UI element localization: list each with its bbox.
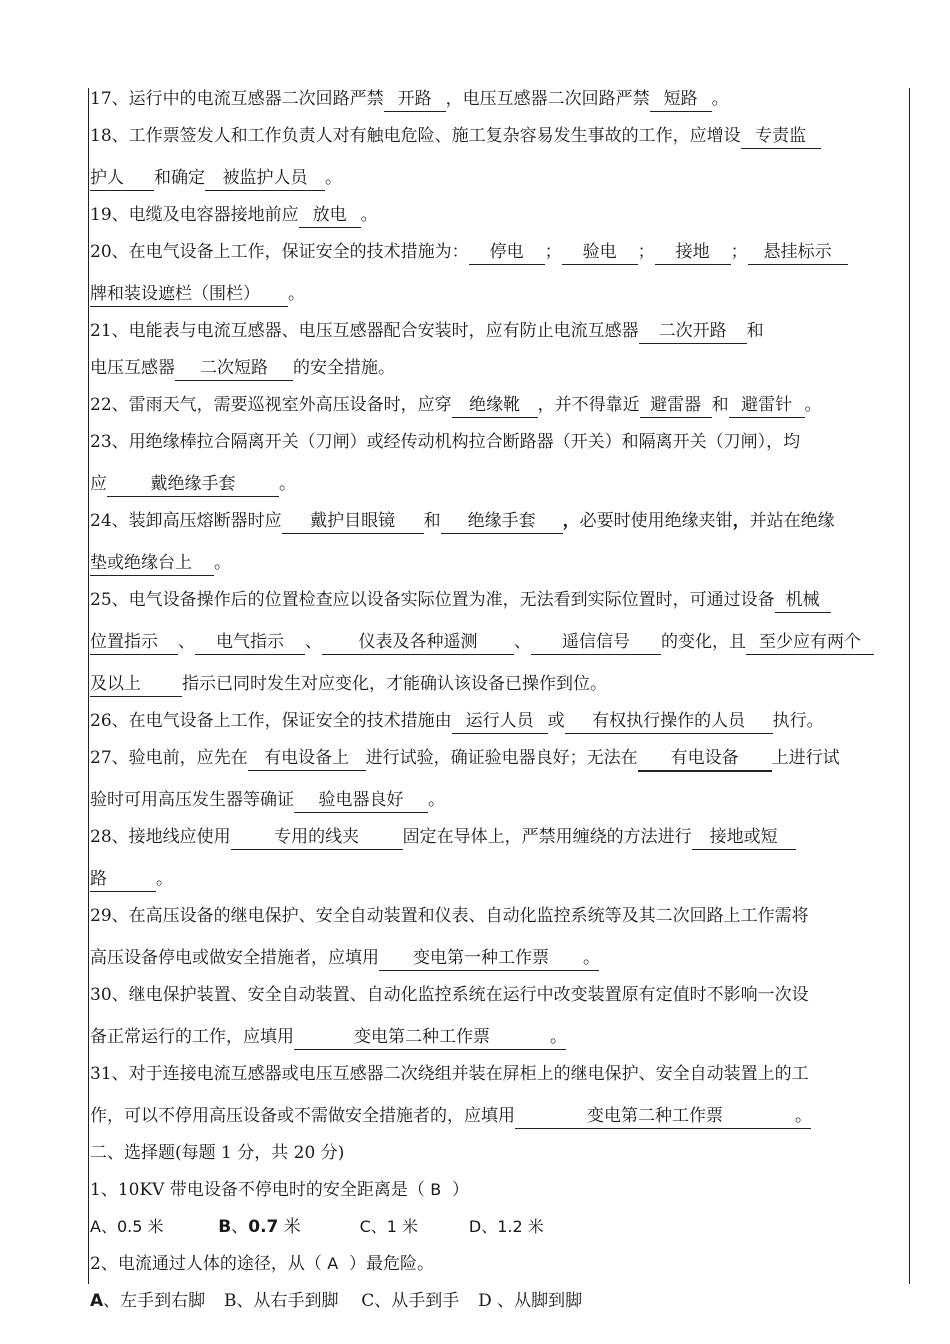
q21-answer1: 二次开路 [639, 319, 747, 344]
q27-answer3: 验电器良好 [294, 788, 428, 813]
choice2-answer: A [327, 1254, 339, 1273]
q23-text2: 应 [90, 474, 107, 494]
q25-text2: 的变化，且 [661, 632, 746, 652]
q20-line1 [90, 237, 905, 279]
q29-text2: 高压设备停电或做安全措施者，应填用 [90, 948, 379, 968]
exam-content [90, 84, 905, 1323]
q28-line2 [90, 864, 905, 901]
q26-text3: 执行。 [772, 711, 824, 731]
q21-text2: 和 [746, 321, 764, 341]
q25-answer4: 遥信信号 [531, 630, 661, 655]
q30-line1 [90, 980, 905, 1022]
q17-text2: ，电压互感器二次回路严禁 [445, 89, 650, 109]
q21-text1: 21、电能表与电流互感器、电压互感器配合安装时，应有防止电流互感器 [90, 321, 639, 341]
q19-answer1: 放电 [299, 203, 361, 228]
q19-text1: 19、电缆及电容器接地前应 [90, 205, 299, 225]
q21-text4: 的安全措施。 [293, 358, 395, 378]
q24-comma1: ， [562, 511, 580, 531]
q21-line2 [90, 353, 905, 390]
q30-text1: 30、继电保护装置、安全自动装置、自动化监控系统在运行中改变装置原有定值时不影响一次设 [90, 985, 809, 1005]
q27-line1 [90, 743, 905, 785]
choice1-option-b-unit: 米 [283, 1217, 301, 1237]
q31-text2: 作，可以不停用高压设备或不需做安全措施者的，应填用 [90, 1106, 515, 1126]
q28-text3: 。 [156, 869, 173, 889]
q30-text2: 备正常运行的工作，应填用 [90, 1027, 294, 1047]
q27-text2: 进行试验，确证验电器良好；无法在 [365, 748, 638, 768]
q25-answer5-part1: 至少应有两个 [746, 630, 874, 655]
q22-text3: 和 [711, 395, 729, 415]
q26-text2: 或 [547, 711, 565, 731]
q18-line1 [90, 121, 905, 163]
choice2-text-end: ）最危险。 [349, 1254, 434, 1274]
q25-answer1-part1: 机械 [775, 588, 831, 613]
q18-answer2: 被监护人员 [205, 166, 325, 191]
q25-line1 [90, 585, 905, 627]
q29-text3: 。 [583, 946, 599, 971]
q20-answer4-part1: 悬挂标示 [748, 240, 848, 265]
choice1-options [90, 1212, 905, 1249]
q24-answer1: 戴护目眼镜 [282, 509, 424, 534]
q27-line2 [90, 785, 905, 822]
choice1-text: 1、10KV 带电设备不停电时的安全距离是（ [90, 1180, 425, 1200]
q21-answer2: 二次短路 [175, 356, 293, 381]
q22-text2: ，并不得靠近 [537, 395, 640, 415]
q28-text2: 固定在导体上，严禁用缠绕的方法进行 [402, 827, 692, 847]
q21-line1 [90, 316, 905, 353]
choice1-option-c: C、1 米 [359, 1217, 419, 1236]
q28-text1: 28、接地线应使用 [90, 827, 231, 847]
q27-text4: 验时可用高压发生器等确证 [90, 790, 294, 810]
q31-line1 [90, 1059, 905, 1101]
choice2-options [90, 1286, 905, 1323]
q25-line3 [90, 669, 905, 706]
q20-answer4-part2: 牌和装设遮栏（围栏） [90, 282, 288, 307]
choice2-question [90, 1249, 905, 1286]
q26-answer2: 有权执行操作的人员 [565, 709, 773, 734]
choice2-option-a-letter: A [90, 1291, 104, 1311]
q31-text3: 。 [795, 1104, 811, 1129]
q23-text1: 23、用绝缘棒拉合隔离开关（刀闸）或经传动机构拉合断路器（开关）和隔离开关（刀闸），均 [90, 432, 801, 452]
q28-answer2-part2: 路 [90, 867, 156, 892]
q21-text3: 电压互感器 [90, 358, 175, 378]
q25-text1: 25、电气设备操作后的位置检查应以设备实际位置为准，无法看到实际位置时，可通过设备 [90, 590, 775, 610]
q24-text4: 并站在绝缘 [749, 511, 835, 531]
q20-text1: 20、在电气设备上工作，保证安全的技术措施为： [90, 242, 469, 262]
q25-sep3: 、 [514, 632, 531, 652]
q18-text1: 18、工作票签发人和工作负责人对有触电危险、施工复杂容易发生事故的工作，应增设 [90, 126, 741, 146]
q27-text3: 上进行试 [771, 748, 840, 768]
q20-answer3: 接地 [655, 240, 731, 265]
q31-answer1: 变电第二种工作票 [515, 1104, 795, 1129]
q30-line2 [90, 1022, 905, 1059]
q26-text1: 26、在电气设备上工作，保证安全的技术措施由 [90, 711, 452, 731]
q22-text1: 22、雷雨天气，需要巡视室外高压设备时，应穿 [90, 395, 452, 415]
q23-line1 [90, 427, 905, 469]
q24-text2: 和 [423, 511, 441, 531]
q24-line1 [90, 506, 905, 548]
q25-answer5-part2: 及以上 [90, 672, 182, 697]
q17 [90, 84, 905, 121]
choice2-option-c: C、从手到手 [361, 1291, 460, 1311]
q20-sep1: ； [544, 242, 562, 262]
choice1-option-b-sep: 、 [231, 1217, 249, 1237]
q23-line2 [90, 469, 905, 506]
q24-text1: 24、装卸高压熔断器时应 [90, 511, 282, 531]
q24-answer2-part2: 垫或绝缘台上 [90, 551, 214, 576]
q23-text3: 。 [279, 474, 296, 494]
choice1-text-end: ） [452, 1180, 470, 1200]
q19 [90, 200, 905, 237]
q26 [90, 706, 905, 743]
choice1-option-b-value: 0.7 [248, 1217, 279, 1237]
q25-sep2: 、 [305, 632, 322, 652]
q17-text3: 。 [711, 89, 729, 109]
q24-text5: 。 [214, 553, 231, 573]
choice1-option-d: D、1.2 米 [468, 1217, 544, 1236]
q25-answer1-part2: 位置指示 [90, 630, 178, 655]
q22-answer3: 避雷针 [729, 393, 805, 418]
q29-line2 [90, 943, 905, 980]
choice1-option-a: A、0.5 米 [90, 1217, 164, 1236]
q24-text3: 必要时使用绝缘夹钳 [579, 511, 733, 531]
q28-line1 [90, 822, 905, 864]
q31-text1: 31、对于连接电流互感器或电压互感器二次绕组并装在屏柜上的继电保护、安全自动装置上的工 [90, 1064, 809, 1084]
q22-answer1: 绝缘靴 [452, 393, 538, 418]
q25-answer3: 仪表及各种遥测 [322, 630, 514, 655]
q18-text3: 。 [325, 168, 342, 188]
q25-line2 [90, 627, 905, 669]
choice1-option-b-letter: B [218, 1217, 232, 1237]
q18-answer1-part2: 护人 [90, 166, 154, 191]
q18-line2 [90, 163, 905, 200]
section2-title [90, 1138, 905, 1175]
choice1-question [90, 1175, 905, 1212]
choice2-option-a-text: 、左手到右脚 [103, 1291, 206, 1311]
q23-answer1: 戴绝缘手套 [107, 472, 279, 497]
q27-text5: 。 [428, 790, 445, 810]
q18-answer1-part1: 专责监 [741, 124, 821, 149]
section2-title-text: 二、选择题(每题 1 分，共 20 分) [90, 1143, 345, 1163]
q22-answer2: 避雷器 [640, 393, 712, 418]
q20-sep3: ； [730, 242, 748, 262]
q20-answer1: 停电 [469, 240, 545, 265]
q28-answer1: 专用的线夹 [231, 825, 403, 850]
choice2-option-b: B、从右手到脚 [223, 1291, 339, 1311]
q25-sep1: 、 [178, 632, 195, 652]
q25-text3: 指示已同时发生对应变化，才能确认该设备已操作到位。 [182, 674, 607, 694]
q30-answer1: 变电第二种工作票 [294, 1025, 550, 1050]
choice1-answer: B [430, 1180, 442, 1199]
q20-answer2: 验电 [562, 240, 638, 265]
q17-text1: 17、运行中的电流互感器二次回路严禁 [90, 89, 384, 109]
q27-text1: 27、验电前，应先在 [90, 748, 248, 768]
q29-line1 [90, 901, 905, 943]
choice2-option-d: D 、从脚到脚 [478, 1291, 583, 1311]
q24-line2 [90, 548, 905, 585]
q30-text3: 。 [550, 1025, 566, 1050]
q24-answer2-part1: 绝缘手套 [441, 509, 563, 534]
q27-answer1: 有电设备上 [248, 746, 366, 771]
q20-line2 [90, 279, 905, 316]
q29-text1: 29、在高压设备的继电保护、安全自动装置和仪表、自动化监控系统等及其二次回路上工作需将 [90, 906, 809, 926]
q22 [90, 390, 905, 427]
q20-sep2: ； [637, 242, 655, 262]
q18-text2: 和确定 [154, 168, 205, 188]
q25-answer2: 电气指示 [195, 630, 305, 655]
q31-line2 [90, 1101, 905, 1138]
q20-text2: 。 [288, 284, 305, 304]
q17-answer2: 短路 [650, 87, 712, 112]
q24-comma2: ， [732, 511, 750, 531]
choice2-text: 2、电流通过人体的途径，从（ [90, 1254, 322, 1274]
q19-text2: 。 [360, 205, 378, 225]
q29-answer1: 变电第一种工作票 [379, 946, 583, 971]
q22-text4: 。 [804, 395, 822, 415]
q28-answer2-part1: 接地或短 [692, 825, 796, 850]
q17-answer1: 开路 [384, 87, 446, 112]
q26-answer1: 运行人员 [452, 709, 548, 734]
q27-answer2: 有电设备 [638, 746, 772, 772]
